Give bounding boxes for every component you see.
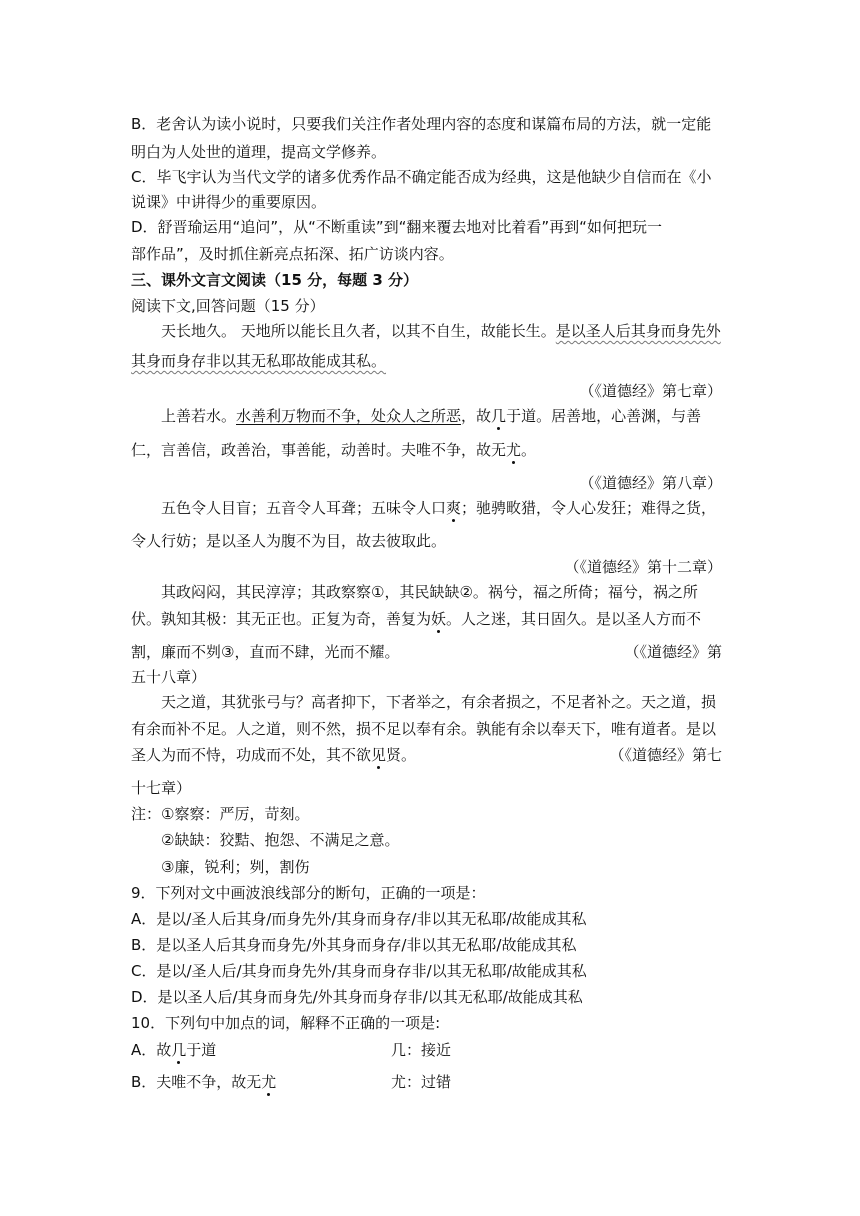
- passage-2-text: 上善若水。: [161, 407, 237, 425]
- dotted-word: 见: [371, 746, 387, 764]
- option-explanation: 尤：过错: [391, 1073, 452, 1091]
- passage-2-text: 于道。居善地，心善渊，与善: [506, 407, 702, 425]
- source-chapter-58-part-2: 五十八章）: [131, 668, 207, 686]
- option-d-line-1: D．舒晋瑜运用“追问”，从“不断重读”到“翻来覆去地对比着看”再到“如何把玩一: [131, 218, 662, 236]
- source-chapter-58-part-1: （《道德经》第: [624, 643, 722, 661]
- passage-2-text: 。: [521, 441, 537, 459]
- passage-3-line-2: 令人行妨；是以圣人为腹不为目，故去彼取此。: [131, 532, 447, 550]
- passage-5-text: 贤。: [386, 746, 417, 764]
- wavy-underline-text: 其身而身存非以其无私耶故能成其私。: [131, 352, 387, 370]
- source-chapter-77-part-2: 十七章）: [131, 779, 192, 797]
- source-chapter-77-part-1: （《道德经》第七: [609, 746, 722, 764]
- dotted-word: 妖: [431, 610, 447, 628]
- passage-2-line-1: [161, 406, 761, 426]
- question-9-option-b: B．是以圣人后其身而身先/外其身而身存/非以其无私耶/故能成其私: [131, 936, 577, 954]
- option-b-line-2: 明白为人处世的道理，提高文学修养。: [131, 143, 387, 161]
- dotted-word: 尤: [506, 441, 522, 459]
- passage-1-text: 天长地久。 天地所以能长且久者，以其不自生，故能长生。: [161, 322, 556, 340]
- dotted-word: 爽: [446, 499, 462, 517]
- source-chapter-12: （《道德经》第十二章）: [564, 558, 722, 576]
- passage-5-text: 圣人为而不恃，功成而不处，其不欲: [131, 746, 372, 764]
- passage-5-line-1: 天之道，其犹张弓与？高者抑下，下者举之，有余者损之，不足者补之。天之道，损: [161, 693, 717, 711]
- option-b-line-1: B．老舍认为读小说时，只要我们关注作者处理内容的态度和谋篇布局的方法，就一定能: [131, 115, 712, 133]
- dotted-word: 尤: [261, 1073, 277, 1091]
- dotted-word: 几: [491, 407, 507, 425]
- passage-3-line-1: [161, 498, 761, 518]
- question-9-option-d: D．是以圣人后/其身而身先/外其身而身存非/以其无私耶/故能成其私: [131, 988, 583, 1006]
- option-c-line-1: C．毕飞宇认为当代文学的诸多优秀作品不确定能否成为经典，这是他缺少自信而在《小: [131, 168, 712, 186]
- passage-4-line-1: 其政闷闷，其民淳淳；其政察察①，其民缺缺②。祸兮，福之所倚；福兮，祸之所: [161, 583, 698, 601]
- passage-4-text: 。人之迷，其日固久。是以圣人方而不: [446, 610, 702, 628]
- question-10-option-b: [131, 1072, 731, 1092]
- passage-4-line-2: [131, 609, 731, 629]
- option-explanation: 几：接近: [391, 1041, 452, 1059]
- passage-1-line-1: [161, 321, 761, 341]
- passage-2-text: ，故: [461, 407, 492, 425]
- passage-4-line-3: 割，廉而不刿③，直而不肆，光而不耀。: [131, 643, 400, 661]
- dotted-word: 几: [171, 1041, 187, 1059]
- question-10: 10．下列句中加点的词，解释不正确的一项是:: [131, 1014, 441, 1032]
- note-2: ②缺缺：狡黠、抱怨、不满足之意。: [161, 831, 400, 849]
- passage-2-text: 仁，言善信，政善治，事善能，动善时。夫唯不争，故无: [131, 441, 507, 459]
- note-3: ③廉，锐利；刿，割伤: [161, 858, 310, 876]
- option-d-line-2: 部作品”，及时抓住新亮点拓深、拓广访谈内容。: [131, 245, 454, 263]
- passage-3-text: ；驰骋畋猎，令人心发狂；难得之货，: [461, 499, 717, 517]
- option-text: A．故: [131, 1041, 172, 1059]
- passage-1-line-2: [131, 351, 731, 371]
- source-chapter-7: （《道德经》第七章）: [579, 382, 722, 400]
- option-text: 于道: [186, 1041, 217, 1059]
- underlined-text: 水善利万物而不争，处众人之所恶: [236, 407, 462, 425]
- question-9-option-a: A．是以/圣人后其身/而身先外/其身而身存/非以其无私耶/故能成其私: [131, 910, 587, 928]
- passage-4-text: 伏。孰知其极：其无正也。正复为奇，善复为: [131, 610, 432, 628]
- passage-2-line-2: [131, 440, 731, 460]
- question-9-option-c: C．是以/圣人后/其身而身先外/其身而身存非/以其无私耶/故能成其私: [131, 962, 587, 980]
- option-text: B．夫唯不争，故无: [131, 1073, 262, 1091]
- question-9: 9．下列对文中画波浪线部分的断句，正确的一项是：: [131, 884, 486, 902]
- option-c-line-2: 说课》中讲得少的重要原因。: [131, 193, 327, 211]
- passage-3-text: 五色令人目盲；五音令人耳聋；五味令人口: [161, 499, 447, 517]
- note-1: 注：①察察：严厉，苛刻。: [131, 805, 310, 823]
- wavy-underline-text: 是以圣人后其身而身先外: [555, 322, 721, 340]
- question-10-option-a: [131, 1040, 731, 1060]
- passage-5-line-2: 有余而补不足。人之道，则不然，损不足以奉有余。孰能有余以奉天下，唯有道者。是以: [131, 720, 717, 738]
- section-title: 三、课外文言文阅读（15 分，每题 3 分）: [131, 271, 418, 289]
- instruction: 阅读下文,回答问题（15 分）: [131, 297, 325, 315]
- source-chapter-8: （《道德经》第八章）: [579, 474, 722, 492]
